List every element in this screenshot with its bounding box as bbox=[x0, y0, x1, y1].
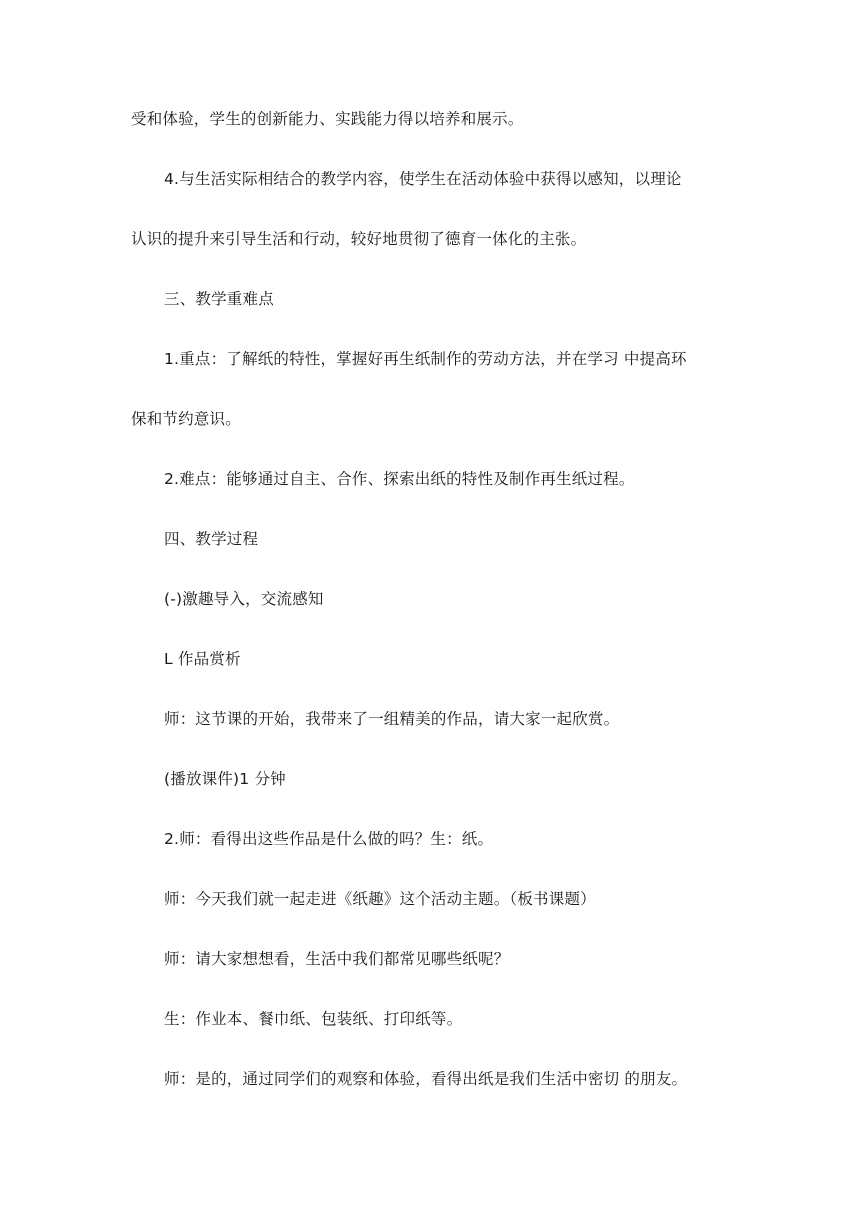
text-line: 生：作业本、餐巾纸、包装纸、打印纸等。 bbox=[164, 1010, 463, 1028]
text-line: 1.重点：了解纸的特性，掌握好再生纸制作的劳动方法，并在学习 中提高环 bbox=[164, 350, 687, 368]
text-line: 师：请大家想想看，生活中我们都常见哪些纸呢？ bbox=[164, 950, 510, 968]
text-line: 2.师：看得出这些作品是什么做的吗？生：纸。 bbox=[164, 830, 494, 848]
subsection-heading: (-)激趣导入，交流感知 bbox=[164, 590, 324, 608]
text-line: 认识的提升来引导生活和行动，较好地贯彻了德育一体化的主张。 bbox=[131, 230, 587, 248]
section-heading: 三、教学重难点 bbox=[164, 290, 274, 308]
text-line: 2.难点：能够通过自主、合作、探索出纸的特性及制作再生纸过程。 bbox=[164, 470, 635, 488]
text-line: 保和节约意识。 bbox=[131, 410, 241, 428]
text-line: 受和体验，学生的创新能力、实践能力得以培养和展示。 bbox=[131, 110, 524, 128]
text-line: (播放课件)1 分钟 bbox=[164, 770, 286, 788]
text-line: L 作品赏析 bbox=[164, 650, 241, 668]
section-heading: 四、教学过程 bbox=[164, 530, 259, 548]
text-line: 师：这节课的开始，我带来了一组精美的作品，请大家一起欣赏。 bbox=[164, 710, 620, 728]
text-line: 4.与生活实际相结合的教学内容，使学生在活动体验中获得以感知，以理论 bbox=[164, 170, 682, 188]
text-line: 师：是的，通过同学们的观察和体验，看得出纸是我们生活中密切 的朋友。 bbox=[164, 1070, 688, 1088]
text-line: 师：今天我们就一起走进《纸趣》这个活动主题。（板书课题） bbox=[164, 890, 596, 908]
